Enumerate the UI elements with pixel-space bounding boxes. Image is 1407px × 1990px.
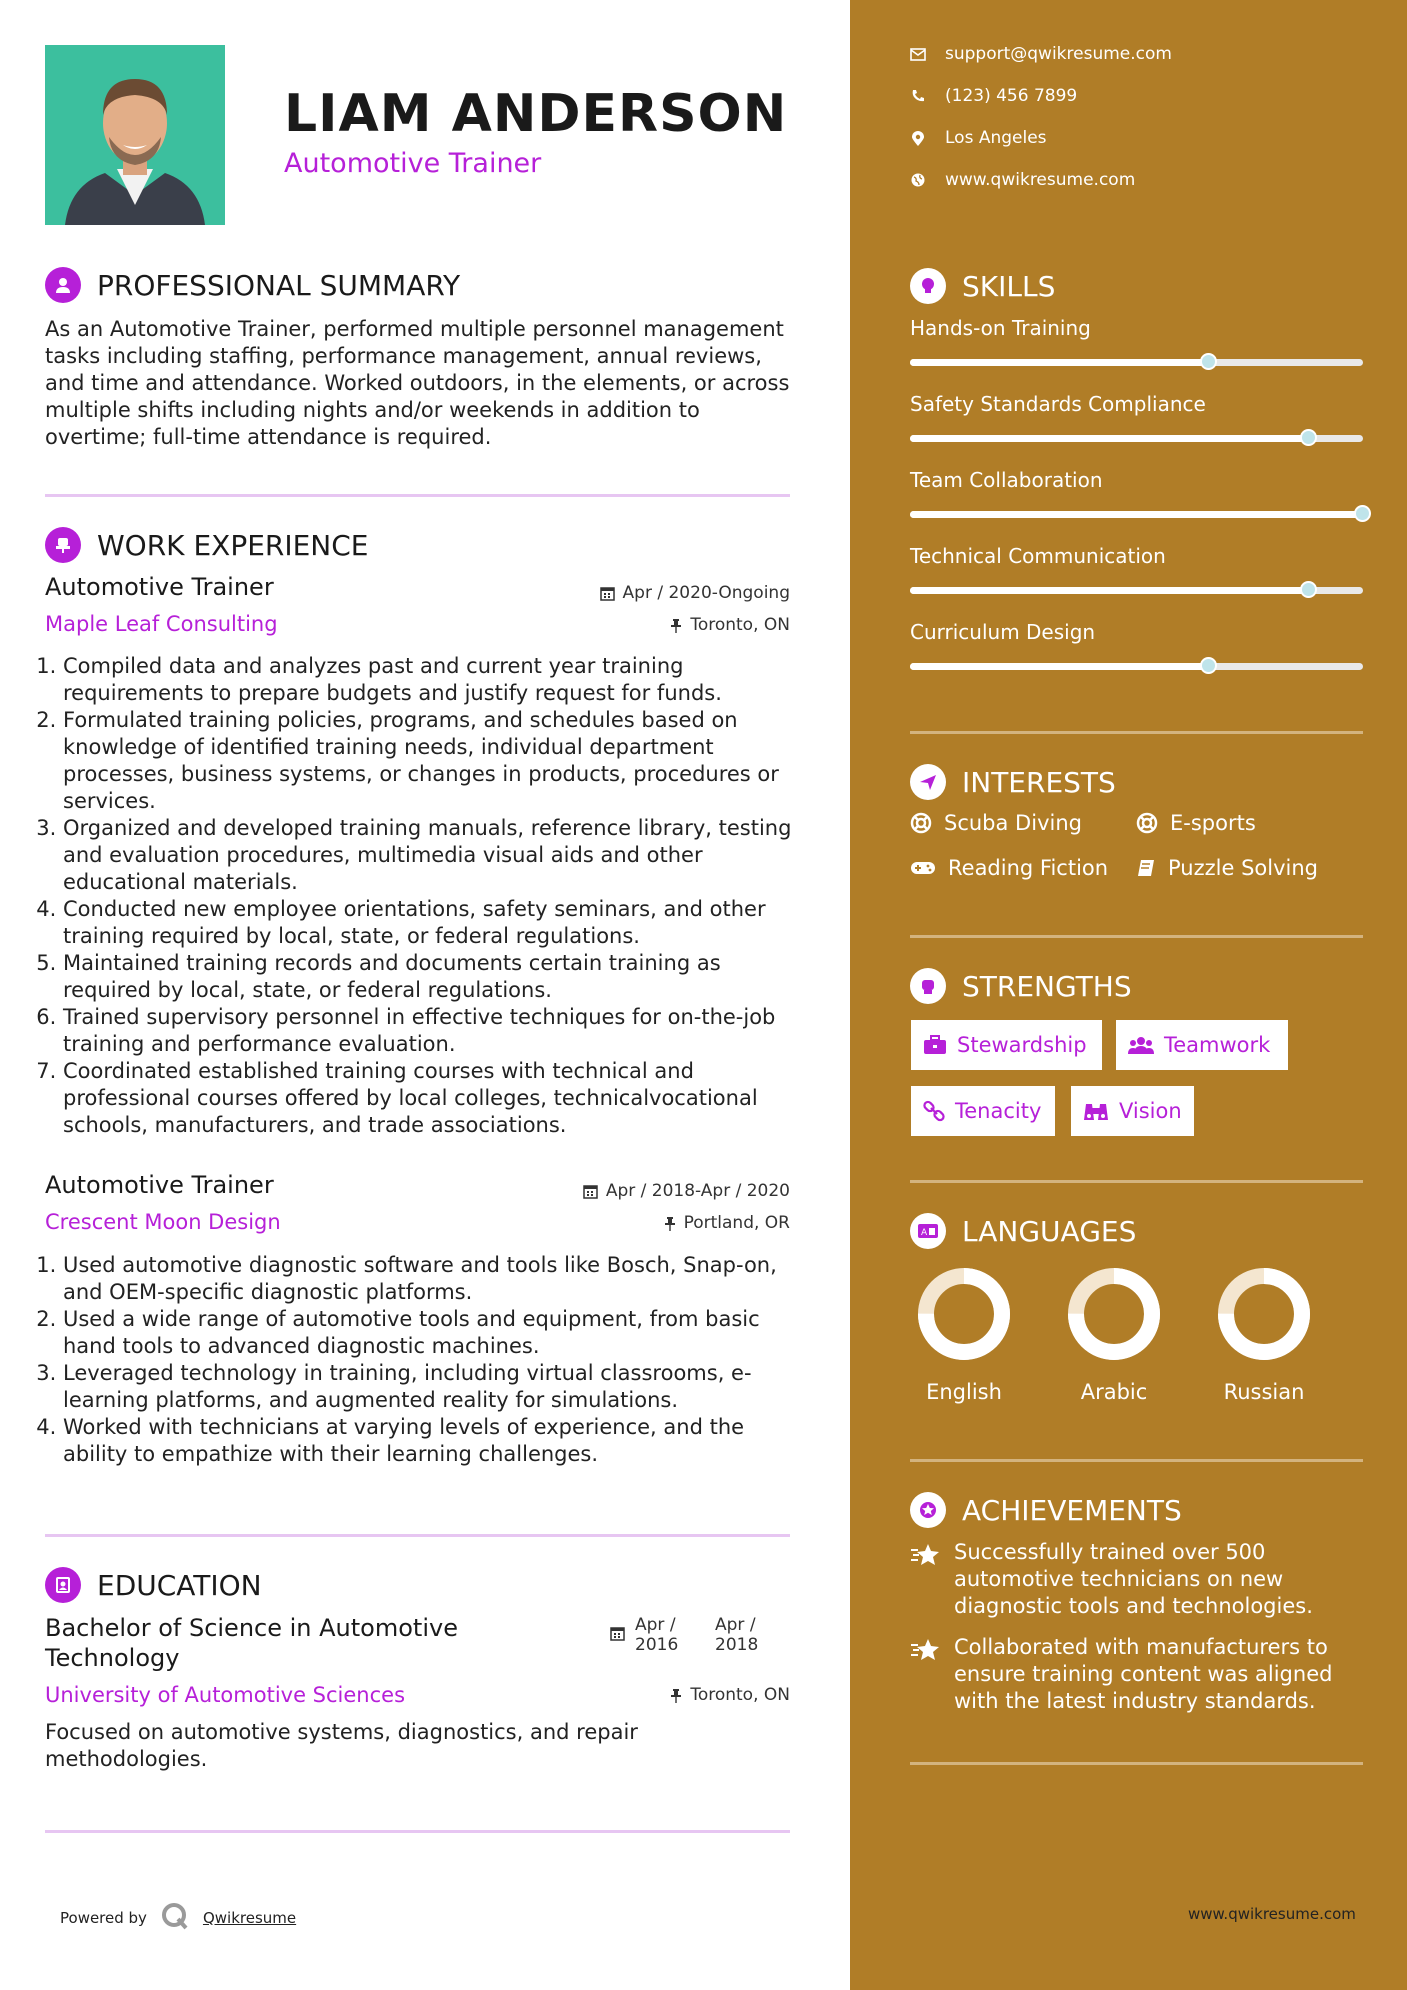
contact-location bbox=[910, 128, 1047, 148]
chair-icon bbox=[45, 527, 81, 563]
achievement-line: ensure training content was aligned bbox=[954, 1662, 1333, 1686]
school-name: University of Automotive Sciences bbox=[45, 1683, 406, 1707]
binoculars-icon bbox=[1083, 1100, 1109, 1122]
education-heading bbox=[45, 1567, 262, 1603]
skills-heading-text: SKILLS bbox=[962, 269, 1056, 303]
location-pin-icon bbox=[910, 131, 926, 146]
education-location-text: Toronto, ON bbox=[690, 1685, 790, 1705]
language-donut bbox=[1066, 1266, 1162, 1362]
candidate-name: LIAM ANDERSON bbox=[284, 84, 788, 144]
list-item: 7. Coordinated established training courses with technical and professional courses offered by local colleges, technicalvocational schools, manufacturers, and trade associations. bbox=[63, 1058, 813, 1139]
contact-website[interactable] bbox=[910, 170, 1135, 190]
translate-icon bbox=[910, 1213, 946, 1249]
book-icon bbox=[1136, 858, 1156, 878]
shooting-star-icon bbox=[910, 1634, 944, 1715]
qwikresume-link[interactable]: Qwikresume bbox=[202, 1909, 297, 1927]
strength-label: Stewardship bbox=[957, 1033, 1087, 1057]
divider bbox=[910, 935, 1363, 938]
divider bbox=[45, 494, 790, 497]
skill-bar bbox=[910, 587, 1363, 594]
achievement-item bbox=[910, 1539, 1363, 1620]
strength-label: Vision bbox=[1119, 1099, 1182, 1123]
link-icon bbox=[923, 1100, 945, 1122]
pin-icon bbox=[670, 1688, 682, 1703]
skills-heading bbox=[910, 268, 1055, 304]
strength-label: Teamwork bbox=[1164, 1033, 1271, 1057]
job-title: Automotive Trainer bbox=[45, 1171, 274, 1199]
achievement-text bbox=[954, 1634, 1332, 1715]
lifebuoy-icon bbox=[910, 812, 932, 834]
powered-by-text: Powered by bbox=[60, 1909, 147, 1927]
user-icon bbox=[45, 267, 81, 303]
achievement-item bbox=[910, 1634, 1363, 1715]
language-label: Russian bbox=[1223, 1380, 1305, 1404]
pin-icon bbox=[664, 1216, 676, 1231]
skill-bar-knob bbox=[1200, 353, 1217, 370]
job-date-text: Apr / 2020-Ongoing bbox=[622, 583, 790, 603]
achievements-heading-text: ACHIEVEMENTS bbox=[962, 1493, 1182, 1527]
skill-bar-fill bbox=[910, 359, 1209, 366]
list-item: 4. Conducted new employee orientations, safety seminars, and other training required by local, state, or federal regulations. bbox=[63, 896, 813, 950]
candidate-title: Automotive Trainer bbox=[284, 148, 542, 179]
paper-plane-icon bbox=[910, 764, 946, 800]
divider bbox=[45, 1830, 790, 1833]
language-donut bbox=[916, 1266, 1012, 1362]
education-end-date bbox=[715, 1615, 758, 1655]
education-start-date bbox=[635, 1615, 678, 1655]
education-start-month: Apr / bbox=[635, 1615, 676, 1635]
job-bullets bbox=[45, 1252, 813, 1468]
job-title: Automotive Trainer bbox=[45, 573, 274, 601]
calendar-icon bbox=[583, 1184, 598, 1199]
strengths-heading bbox=[910, 968, 1132, 1004]
divider bbox=[910, 731, 1363, 734]
contact-phone bbox=[910, 86, 1077, 106]
skill-label: Hands-on Training bbox=[910, 316, 1091, 340]
education-end-month: Apr / bbox=[715, 1615, 756, 1635]
svg-text:A: A bbox=[921, 1228, 928, 1238]
job-date bbox=[600, 583, 790, 603]
divider bbox=[910, 1180, 1363, 1183]
list-item: 3. Organized and developed training manuals, reference library, testing and evaluation procedures, multimedia visual aids and other educational materials. bbox=[63, 815, 813, 896]
job-location bbox=[664, 1213, 790, 1233]
contact-website-text: www.qwikresume.com bbox=[945, 170, 1136, 190]
skill-bar-knob bbox=[1300, 429, 1317, 446]
divider bbox=[45, 1534, 790, 1537]
users-icon bbox=[1128, 1035, 1154, 1055]
job-location-text: Portland, OR bbox=[683, 1213, 790, 1233]
contact-phone-text: (123) 456 7899 bbox=[945, 86, 1078, 106]
skill-bar bbox=[910, 511, 1363, 518]
interest-item bbox=[910, 811, 1082, 835]
education-heading-text: EDUCATION bbox=[97, 1568, 262, 1602]
achievements-heading bbox=[910, 1492, 1182, 1528]
footer-website[interactable]: www.qwikresume.com bbox=[1188, 1905, 1356, 1923]
strengths-heading-text: STRENGTHS bbox=[962, 969, 1132, 1003]
interest-label: E-sports bbox=[1170, 811, 1256, 835]
achievement-line: diagnostic tools and technologies. bbox=[954, 1594, 1313, 1618]
list-item: 2. Formulated training policies, programs, and schedules based on knowledge of identified training needs, individual department processes, business systems, or changes in products, procedures or services. bbox=[63, 707, 813, 815]
globe-icon bbox=[910, 173, 926, 187]
briefcase-icon bbox=[923, 1035, 947, 1055]
profile-photo bbox=[45, 45, 225, 225]
experience-heading bbox=[45, 527, 368, 563]
achievement-line: Collaborated with manufacturers to bbox=[954, 1635, 1328, 1659]
job-bullets bbox=[45, 653, 813, 1139]
skill-label: Safety Standards Compliance bbox=[910, 392, 1206, 416]
envelope-icon bbox=[910, 48, 926, 61]
job-company: Crescent Moon Design bbox=[45, 1210, 281, 1234]
lightbulb-icon bbox=[910, 268, 946, 304]
skill-bar-knob bbox=[1200, 657, 1217, 674]
list-item: 6. Trained supervisory personnel in effective techniques for on-the-job training and performance evaluation. bbox=[63, 1004, 813, 1058]
list-item: 5. Maintained training records and documents certain training as required by local, state, or federal regulations. bbox=[63, 950, 813, 1004]
interest-item bbox=[1136, 811, 1256, 835]
degree-line-1: Bachelor of Science in Automotive bbox=[45, 1614, 458, 1642]
achievement-text bbox=[954, 1539, 1313, 1620]
education-start-year: 2016 bbox=[635, 1635, 679, 1655]
strength-chip bbox=[1116, 1020, 1288, 1070]
lifebuoy-icon bbox=[1136, 812, 1158, 834]
calendar-icon bbox=[600, 586, 615, 601]
job-company: Maple Leaf Consulting bbox=[45, 612, 278, 636]
language-label: English bbox=[926, 1380, 1002, 1404]
skill-bar-fill bbox=[910, 511, 1363, 518]
strength-chip bbox=[911, 1020, 1102, 1070]
skill-label: Technical Communication bbox=[910, 544, 1166, 568]
summary-heading bbox=[45, 267, 460, 303]
strength-chip bbox=[1071, 1086, 1194, 1136]
skill-bar-fill bbox=[910, 435, 1309, 442]
job-location bbox=[670, 615, 790, 635]
skill-label: Curriculum Design bbox=[910, 620, 1096, 644]
interest-label: Scuba Diving bbox=[944, 811, 1082, 835]
interest-label: Reading Fiction bbox=[948, 856, 1109, 880]
achievement-line: Successfully trained over 500 bbox=[954, 1540, 1266, 1564]
interests-heading bbox=[910, 764, 1116, 800]
qwikresume-logo-icon bbox=[161, 1902, 189, 1934]
contact-email[interactable] bbox=[910, 44, 1172, 64]
achievement-line: automotive technicians on new bbox=[954, 1567, 1284, 1591]
interest-label: Puzzle Solving bbox=[1168, 856, 1318, 880]
list-item: 1. Compiled data and analyzes past and current year training requirements to prepare budgets and justify request for funds. bbox=[63, 653, 813, 707]
shooting-star-icon bbox=[910, 1539, 944, 1620]
language-donut bbox=[1216, 1266, 1312, 1362]
interest-item bbox=[910, 856, 1108, 880]
divider bbox=[910, 1762, 1363, 1765]
pin-icon bbox=[670, 618, 682, 633]
skill-bar-fill bbox=[910, 587, 1309, 594]
job-location-text: Toronto, ON bbox=[690, 615, 790, 635]
degree-line-2: Technology bbox=[45, 1644, 180, 1672]
education-description: Focused on automotive systems, diagnostics, and repair methodologies. bbox=[45, 1720, 638, 1771]
fist-icon bbox=[910, 968, 946, 1004]
graduate-icon bbox=[45, 1567, 81, 1603]
job-date-text: Apr / 2018-Apr / 2020 bbox=[605, 1181, 790, 1201]
experience-heading-text: WORK EXPERIENCE bbox=[97, 528, 369, 562]
achievement-line: with the latest industry standards. bbox=[954, 1689, 1316, 1713]
skill-bar-knob bbox=[1300, 581, 1317, 598]
summary-text: As an Automotive Trainer, performed multiple personnel management tasks including staffing, performance management, annual reviews, and time and attendance. Worked outdoors, in the elements, or across multiple shifts including nights and/or weekends in addition to overtime; full-time attendance is required. bbox=[45, 317, 790, 449]
summary-heading-text: PROFESSIONAL SUMMARY bbox=[97, 268, 461, 302]
strength-chip bbox=[911, 1086, 1055, 1136]
calendar-icon bbox=[610, 1626, 625, 1645]
powered-by bbox=[60, 1902, 296, 1934]
skill-bar-knob bbox=[1354, 505, 1371, 522]
list-item: 4. Worked with technicians at varying levels of experience, and the ability to empathize with their learning challenges. bbox=[63, 1414, 813, 1468]
contact-location-text: Los Angeles bbox=[945, 128, 1047, 148]
gamepad-icon bbox=[910, 860, 936, 876]
languages-heading-text: LANGUAGES bbox=[962, 1214, 1137, 1248]
skill-bar bbox=[910, 663, 1363, 670]
list-item: 2. Used a wide range of automotive tools and equipment, from basic hand tools to advanced diagnostic machines. bbox=[63, 1306, 813, 1360]
list-item: 1. Used automotive diagnostic software and tools like Bosch, Snap-on, and OEM-specific diagnostic platforms. bbox=[63, 1252, 813, 1306]
strength-label: Tenacity bbox=[955, 1099, 1042, 1123]
skill-bar-fill bbox=[910, 663, 1209, 670]
interests-heading-text: INTERESTS bbox=[962, 765, 1116, 799]
skill-bar bbox=[910, 359, 1363, 366]
skill-label: Team Collaboration bbox=[910, 468, 1103, 492]
languages-heading bbox=[910, 1213, 1136, 1249]
divider bbox=[910, 1459, 1363, 1462]
skill-bar bbox=[910, 435, 1363, 442]
education-location bbox=[670, 1685, 790, 1705]
list-item: 3. Leveraged technology in training, including virtual classrooms, e-learning platforms, and augmented reality for simulations. bbox=[63, 1360, 813, 1414]
interest-item bbox=[1136, 856, 1318, 880]
job-date bbox=[583, 1181, 790, 1201]
education-end-year: 2018 bbox=[715, 1635, 759, 1655]
contact-email-text: support@qwikresume.com bbox=[945, 44, 1172, 64]
star-badge-icon bbox=[910, 1492, 946, 1528]
phone-icon bbox=[910, 89, 926, 103]
language-label: Arabic bbox=[1080, 1380, 1148, 1404]
